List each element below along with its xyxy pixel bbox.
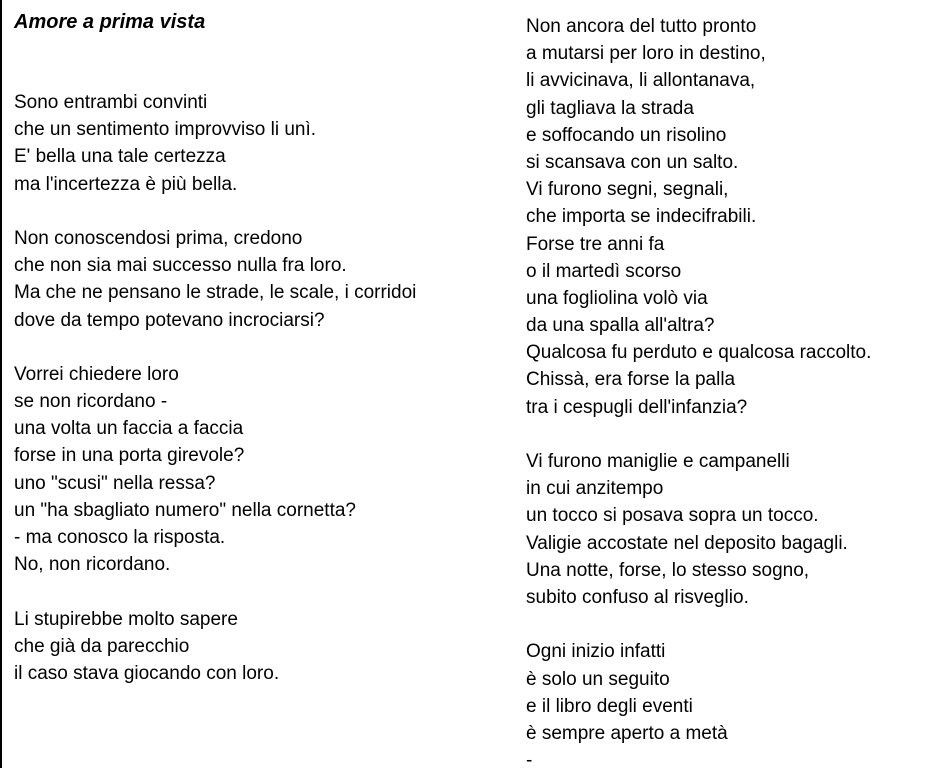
poem-line: Una notte, forse, lo stesso sogno, (526, 559, 810, 581)
stanza (14, 361, 504, 579)
stanza (526, 13, 926, 421)
poem-line: tra i cespugli dell'infanzia? (526, 396, 748, 418)
poem-line: Vi furono maniglie e campanelli (526, 451, 790, 472)
stanza-gap (14, 198, 504, 225)
stanza (14, 606, 504, 688)
poem-line: Vi furono segni, segnali, (526, 179, 729, 201)
stanza (526, 638, 926, 774)
poem-line: un "ha sbagliato numero" nella cornetta? (14, 499, 356, 521)
poem-line: una fogliolina volò via (526, 287, 708, 309)
poem-line: - ma conosco la risposta. (14, 527, 226, 548)
poem-line: e il libro degli eventi (526, 695, 693, 717)
poem-line: e soffocando un risolino (526, 124, 727, 146)
poem-line: che un sentimento improvviso li unì. (14, 119, 317, 141)
stanza (14, 89, 504, 198)
poem-line: Qualcosa fu perduto e qualcosa raccolto. (526, 342, 872, 364)
poem-left-column (14, 89, 504, 687)
poem-right-column (526, 13, 926, 774)
poem-line: uno "scusi" nella ressa? (14, 472, 216, 494)
poem-line: subito confuso al risveglio. (526, 586, 749, 608)
poem-line: il caso stava giocando con loro. (14, 662, 280, 684)
poem-line: è sempre aperto a metà (526, 722, 728, 744)
poem-line: Ogni inizio infatti (526, 641, 666, 663)
poem-line: se non ricordano - (14, 391, 168, 413)
poem-line: Li stupirebbe molto sapere (14, 608, 238, 630)
poem-line: che importa se indecifrabili. (526, 206, 757, 228)
poem-line: dove da tempo potevano incrociarsi? (14, 309, 325, 331)
poem-line: ma l'incertezza è più bella. (14, 173, 238, 195)
poem-line: Chissà, era forse la palla (526, 369, 736, 391)
poem-line: gli tagliava la strada (526, 97, 694, 119)
poem-line: Valigie accostate nel deposito bagagli. (526, 532, 848, 554)
stanza-gap (526, 421, 926, 448)
poem-line: No, non ricordano. (14, 554, 171, 576)
poem-line: è solo un seguito (526, 668, 670, 690)
poem-line: a mutarsi per loro in destino, (526, 43, 766, 65)
poem-line: forse in una porta girevole? (14, 445, 245, 467)
poem-line: Non conoscendosi prima, credono (14, 227, 303, 249)
stanza (14, 225, 504, 334)
poem-line: che già da parecchio (14, 635, 190, 657)
poem-line: un tocco si posava sopra un tocco. (526, 505, 819, 527)
poem-line: in cui anzitempo (526, 478, 664, 500)
stanza-gap (14, 334, 504, 361)
stanza (526, 448, 926, 611)
poem-line: si scansava con un salto. (526, 151, 739, 173)
poem-line: Vorrei chiedere loro (14, 363, 179, 385)
poem-line: che non sia mai successo nulla fra loro. (14, 255, 347, 277)
poem-line: o il martedì scorso (526, 260, 682, 282)
poem-line: Non ancora del tutto pronto (526, 16, 757, 37)
stanza-gap (14, 578, 504, 605)
poem-line: Sono entrambi convinti (14, 92, 208, 113)
poem-line: una volta un faccia a faccia (14, 418, 244, 440)
left-border-line (0, 0, 2, 768)
poem-title: Amore a prima vista (14, 11, 206, 33)
stanza-gap (526, 611, 926, 638)
poem-line: Forse tre anni fa (526, 233, 665, 255)
poem-line: li avvicinava, li allontanava, (526, 70, 756, 92)
poem-line: E' bella una tale certezza (14, 146, 226, 168)
poem-line: da una spalla all'altra? (526, 315, 715, 337)
poem-line: Ma che ne pensano le strade, le scale, i corridoi (14, 282, 417, 304)
poem-line: - (526, 750, 533, 772)
